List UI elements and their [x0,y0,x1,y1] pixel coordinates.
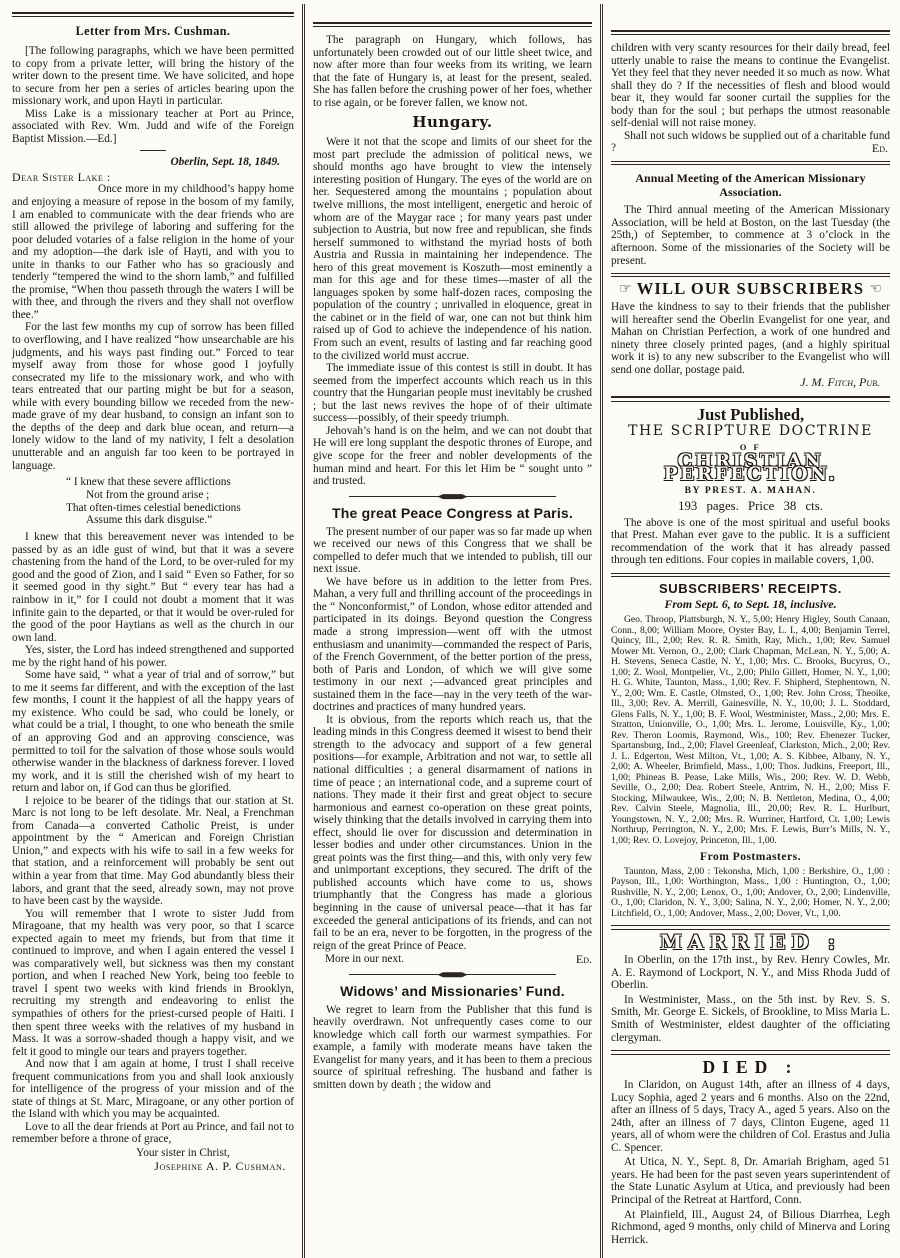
ad-christian-perfection-title: CHRISTIAN PERFECTION. [663,451,838,485]
letter-paragraph: You will remember that I wrote to sister Judd from Miragoane, that my health was very poor, so that I scarce expected again to meet my friends, but from that time it continued to improve, and when I again entered the vessel I was comparatively well, but sickness was then my constant portion, and when I reached New York, being too feeble to travel I spent two weeks with kind friends in Brooklyn, recruiting my strength and endeavoring to enlist the sympathies of others for the priest-cursed people of Haiti. I then spent three weeks with the relatives of my husband in Mass. It was a sorrow-shaded though a happy visit, and we felt it good to mingle our tears and prayers together. [12,907,294,1058]
publisher-signature: J. M. Fitch, Pub. [800,375,880,390]
poem-line: Assume this dark disguise.” [86,514,213,527]
widows-fund-paragraph: We regret to learn from the Publisher that this fund is heavily overdrawn. Not unfrequently cases come to our knowledge which call forth our warmest sympathies. For example, a family with moderate means have taken the Evangelist for many years, and it has been to them a precious source of spiritual refreshing. The husband and father is smitten down by death ; the widow and [313,1003,592,1092]
diamond-ornament-icon [438,494,468,500]
poem-line: Not from the ground arise ; [86,488,210,501]
letter-paragraph: Some have said, “ what a year of trial and of sorrow,” but to me it seems far different, and with the exception of the last few months, I count it the happiest of all the happy years of my existence. Who could be sad, who could be lonely, or what could be a trial, I thought, to one who beneath the smile of an approving God and an approving conscience, was permitted to toil for the salvation of those whose souls would otherwise wander in the blackness of darkness forever. I loved my work, and it is still the cherished wish of my heart to return and labor on, if God can thus be glorified. [12,669,294,795]
ad-scripture-doctrine-line: THE SCRIPTURE DOCTRINE [628,423,873,440]
ornament-divider [349,494,556,500]
column-2 [302,4,600,1258]
column-top-rule [12,12,294,17]
column-top-rule [611,30,890,35]
ad-pages-price-line: 193 pages. Price 38 cts. [678,499,823,514]
column-1 [4,4,302,1258]
editor-intro-paragraph-1: [The following paragraphs, which we have been permitted to copy from a private letter, will bring the history of the writer down to the present time. We have solicited, and hope to secure from her pen a series of articles bearing upon the missionary work, and upon Hayti in particular. [12,45,294,108]
advertisement-paragraph: The above is one of the most spiritual and useful books that Prest. Mahan ever gave to the public. It is a sufficient recommendation of the work that it has already passed through ten editions. Four copies in mailable covers, 1,00. [611,516,890,567]
subscribers-notice-title: WILL OUR SUBSCRIBERS [636,279,865,299]
double-rule-divider [611,1050,890,1054]
marriage-notice: In Oberlin, on the 17th inst., by Rev. Henry Cowles, Mr. A. E. Raymond of Lockport, N. Y., and Miss Rhoda Judd of Oberlin. [611,954,890,992]
ornament-divider [349,972,556,978]
double-rule-divider [611,161,890,165]
diamond-ornament-icon [438,972,468,978]
widows-fund-continued-paragraph: children with very scanty resources for their daily bread, feel utterly unable to raise the means to continue the Evangelist. Yet they feel that they never needed it so much as now. What shall they do ? If the necessities of flesh and blood would bear it, they would far sooner curtail the supplies for the body than for the soul ; but perhaps the utmost reasonable self-denial will not raise money. [611,42,890,130]
editor-initials: Ed. [575,952,592,967]
postmasters-receipts-list: Taunton, Mass, 2,00 : Tekonsha, Mich, 1,00 : Berkshire, O., 1,00 : Payson, Ill., 1,00: Worthington, Mass., 1,00 : Huntington, O., 1,00; Rushville, N. Y., 2,00; Lenox, O., 1,00; Andover, O., 2,00; Lindenville, O., 1,00; Claridon, N. Y., 3,00; Salina, N. Y., 2,00; Homer, N. Y., 2,00; Litchfield, O., 1,00; Andover, Mass., 2,00; Dover, Vt., 1,00. [611,865,890,919]
poem-stanza [66,476,294,527]
column-top-rule [313,22,592,27]
hungary-paragraph: Were it not that the scope and limits of our sheet for the most part preclude the admission of political news, we should months ago have brought to view the intensely interesting position of Hungary. The eyes of the world are on her. Sequestered among the mountains ; population about twelve millions, the most intelligent, energetic and heroic of whom are of the Maygar race ; for many years past under subjection to Austria, but now free and republican, she finds herself summoned to withstand the myriad hosts of both Austria and Russia in maintaining her independence. The hero of this great movement is Koszuth—most eminently a man for this age and for these times—master of all the languages spoken by some half-dozen races, composing the population of the country ; unrivalled in eloquence, great in the cabinet or in the field of war, one can not but think him raised up of God to achieve the independence of his nation. From such an event, results of lasting and far reaching good to the civilized world must accrue. [313,136,592,362]
ad-of-line: O F [739,441,762,452]
thick-double-rule-divider [611,396,890,402]
hungary-preamble-paragraph: The paragraph on Hungary, which follows, has unfortunately been crowded out of our little sheet twice, and now after more than four weeks from its writing, we learn that the fate of Hungary is, at least for the present, sealed. She has fallen before the crushing power of her foes, whether to rise again, or be forever fallen, we know not. [313,34,592,109]
married-section-heading: MARRIED : [659,929,842,954]
death-notice: In Claridon, on August 14th, after an illness of 4 days, Lucy Sophia, aged 2 years and 6 months. Also on the 22nd, after an illness of 5 days, Tracy A., aged 5 years. Also on the 24th, after an illness of 7 days, Clinton Eugene, aged 11 years, all of whom were the children of Col. Erastus and Julia C. Spencer. [611,1079,890,1154]
letter-paragraph: And now that I am again at home, I trust I shall receive frequent communications from you and shall look anxiously for intelligence of the progress of your mission and of the state of things at St. Marc, Miragoane, or any other portion of the Island with which you may be acquainted. [12,1058,294,1121]
letter-paragraph: I knew that this bereavement never was intended to be passed by as an idle gust of wind, but that it was a severe chastening from the hand of the Lord, to be over-ruled for my good and the good of Zion, and I said “ Even so Father, for so it seemed good in thy sight.” But “ every tear has had a rainbow in it,” for I could not doubt a moment that it was infinite gain to the departed, or that it would be over-ruled for the good of the poor Haytians as well as the church in our own land. [12,531,294,644]
poem-line: “ I knew that these severe afflictions [66,476,231,489]
letter-closing: Your sister in Christ, [136,1147,230,1160]
subscribers-receipts-date-range: From Sept. 6, to Sept. 18, inclusive. [664,596,837,611]
pointing-hand-right-icon: ☞ [619,281,632,298]
subscribers-notice-paragraph: Have the kindness to say to their friends that the publisher will hereafter send the Oberlin Evangelist for one year, and Mahan on Christian Perfection, a work of one hundred and ninety three closely printed pages, (and a highly spiritual work it is) to any new subscriber to the Evangelist who will send one dollar, postage paid. [611,300,890,376]
editor-initials: Ed. [871,141,888,156]
article-title-hungary: Hungary. [412,113,493,132]
double-rule-divider [611,273,890,277]
ad-author-line: BY PREST. A. MAHAN. [684,484,817,496]
poem-line: That often-times celestial benedictions [66,501,241,514]
book-advertisement [611,404,890,514]
column-3 [600,4,898,1258]
letter-paragraph: Love to all the dear friends at Port au Prince, and fail not to remember before a throne of grace, [12,1120,294,1146]
death-notice: At Utica, N. Y., Sept. 8, Dr. Amariah Brigham, aged 51 years. He had been for the past seven years superintendent of the State Lunatic Asylum at Utica, and previously had been Principal of the Retreat at Hartford, Conn. [611,1156,890,1206]
more-in-our-next-text: More in our next. [325,953,405,966]
peace-congress-paragraph: We have before us in addition to the letter from Pres. Mahan, a very full and thrilling account of the proceedings in the “ Nonconformist,” of London, whose editor attended and participated in its doings. Beyond question the Congress made a strong impression—went off with the utmost enthusiasm and unanimity—commanded the respect of Paris, of the French Government, of the better portion of the press, both of Paris and London, of which we will give some testimony in our next ;—advanced great principles and sustained them in the face—nay in the very teeth of the war-doctrines and practices of many hundred years. [313,575,592,714]
pointing-hand-left-icon: ☜ [869,281,882,298]
short-dash-divider [140,150,166,151]
letter-paragraph: I rejoice to be bearer of the tidings that our station at St. Marc is not long to be left desolate. Mr. Neal, a Frenchman from Canada—a converted Catholic Preist, is under appointment by the “ American and Foreign Christian Union,” and expects with his wife to sail in a few weeks for that station, and a reinforcement will probably be sent out within a year from that time. May God abundantly bless their labors, and grant that the seed, already sown, may not prove to have been cast by the wayside. [12,794,294,908]
letter-dateline: Oberlin, Sept. 18, 1849. [170,156,280,169]
article-title-letter-from-mrs-cushman: Letter from Mrs. Cushman. [75,24,231,38]
letter-salutation: Dear Sister Lake : [12,169,111,184]
marriage-notice: In Westminister, Mass., on the 5th inst. by Rev. S. S. Smith, Mr. George E. Sickels, of Brookline, to Miss Maria L. Smith of Westminister, eldest daughter of the officiating clergyman. [611,993,890,1044]
double-rule-divider [611,573,890,577]
more-in-our-next-line [313,953,592,966]
hungary-paragraph: The immediate issue of this contest is still in doubt. It has seemed from the imperfect accounts which reach us in this country that the Hungarian people must inevitably be crushed ; but the last news revives the hope of of their ultimate success—possibly, of their speedy triumph. [313,362,592,425]
letter-paragraph: Once more in my childhood’s happy home and enjoying a measure of repose in the bosom of my family, I am enabled to communicate with the dear friends who are still allowed the privilege of laboring and suffering for the poor deluded votaries of a false religion in the home of your and my adoption—the dark isle of Hayti, and with you to unite in thanks to our Father who has so graciously and tenderly “tempered the wind to the shorn lamb,” and fulfilled the promise, “When thou passeth through the waters I will be with thee, and through the rivers and they shall not overflow thee.” [12,183,294,321]
article-title-annual-meeting: Annual Meeting of the American Missionary Association. [635,171,866,200]
peace-congress-paragraph: The present number of our paper was so far made up when we received our news of this Congress that we shall be compelled to defer much that we intended to publish, till our next issue. [313,525,592,576]
ad-just-published-line: Just Published, [696,404,805,424]
letter-paragraph: For the last few months my cup of sorrow has been filled to overflowing, and I have realized “how unsearchable are his judgments, and his ways past finding out.” Forced to tear myself away from those for whose good I joyfully consecrated my life to the missionary work, and who with tears entreated that our parting might be but for a season, while with every bounding billow we receded from the new-made grave of my dear husband, to consign an infant son to the depths of the deep and dark blue ocean, and return—a lonely widow to the land of my nativity, I felt a desolation unutterable and an anguish far too keen to be portrayed in language. [12,321,294,472]
from-postmasters-heading: From Postmasters. [700,851,801,864]
article-title-widows-fund: Widows’ and Missionaries’ Fund. [340,982,565,999]
letter-signature: Josephine A. P. Cushman. [154,1158,286,1173]
annual-meeting-paragraph: The Third annual meeting of the American Missionary Association, will be held at Boston, on the last Tuesday (the 25th,) of September, to commence at 3 o’clock in the afternoon. Some of the missionaries of the Society will be present. [611,204,890,267]
article-title-peace-congress: The great Peace Congress at Paris. [331,504,573,521]
widows-fund-closing-question: Shall not such widows be supplied out of a charitable fund ? [611,129,890,155]
subscribers-receipts-list: Geo. Throop, Plattsburgh, N. Y., 5,00; Henry Higley, South Canaan, Conn., 8,00; William Moore, Oyster Bay, L. I., 4,00; Benjamin Terrel, Quincy, Ill., 2,00; Rev. R. R. Smith, Ray, Mich., 1,00; Rev. Samuel Mower Mt. Vernon, O., 2,00; Clark Chapman, McLean, N. Y., 5,00; A. H. Stevens, Seneca Castle, N. Y., 1,00; Mrs. C. Brooks, Bucyrus, O., 1,00; Z. Wool, Montpelier, Vt., 2,00; Philo Gillett, Homer, N. Y., 1,00; H. G. White, Taunton, Mass., 1,00; Rev. F. Shipherd, Stephentown, N. Y., 2,00; Wm. E. Castle, Olmsted, O., 1,00; Rev. John Cross, Theoike, Ill., 3,00; Rev. A. Merrill, Gainesville, N. Y., 10,00; J. L. Stoddard, Glens Falls, N. Y., 1,00; B. F. Wool, Westminister, Mass., 2,00; Mrs. E. Stratton, Unionville, O., 1,00; Mrs. L. Jerome, Louisville, Ky., 1,00; Rev. Theron Loomis, Raymond, Wis., 100; Rev. Ebenezer Tucker, Spartansburg, Ind., 2,00; Flavel Greenleaf, Clarkston, Mich., 2,00; Rev. J. L. Edgerton, West Milton, Vt., 1,00; A. S. Kibbee, Albany, N. Y., 2,00; A. Wheeler, Brimfield, Mass., 1,00; Thos. Judkins, Freeport, Ill., 1,00; Phineas B. Pease, Lake Mills, Wis., 200; Rev. W. D. Webb, Seville, O., 2,00; Dea. Robert Steele, Antrim, N. H., 2,00; Miss F. Stocking, Milwaukee, Wis., 2,00; N. B. Nettleton, Medina, O., 4,00; Rev. Calvin Steele, Magnolia, Ill., 20,00; Rev. R. L. Hurlburt, Youngstown, N. Y., 2,00; Mrs. R. Wurriner, Hartford, Ct. 1,00; Lewis Northrup, Perrington, N. Y., 2,00; Mrs. F. Lewis, Burr’s Mills, N. Y., 1,00; Rev. O. Lovejoy, Princeton, Ill., 1,00. [611,614,890,846]
hungary-paragraph: Jehovah’s hand is on the helm, and we can not doubt that He will ere long supplant the despotic thrones of Europe, and give scope for the freer and nobler developments of the human mind and heart. For this let Him be “ sought unto ” and trusted. [313,424,592,488]
subscribers-receipts-title: SUBSCRIBERS’ RECEIPTS. [659,581,842,597]
peace-congress-paragraph: It is obvious, from the reports which reach us, that the leading minds in this Congress deemed it wisest to bend their strength to the advocacy and support of a few general positions—for example, Arbitration and not war, to settle all national difficulties ; a general disarmament of nations in time of peace ; an international code, and a supreme court of nations. They made it their first and great object to secure harmonious and earnest co-operation on these great points, wisely thinking that the details involved in carrying them into effect, should lie over for discussion and determination in lesser bodies and under other circumstances. Union in the great points was the first thing—and this, with only very few and unimportant exceptions, they secured. The drift of the published accounts which have come to us, shows triumphantly that the Congress has made a glorious beginning in the cause of universal peace—that it has far exceeded the general anticipations of its friends, and can not fail to be an era, never to be forgotten, in the progress of the reign of the great Prince of Peace. [313,713,592,952]
subscribers-notice-heading [611,279,890,299]
letter-paragraph: Yes, sister, the Lord has indeed strengthened and supported me by the right hand of his power. [12,644,294,669]
editor-intro-paragraph-2: Miss Lake is a missionary teacher at Port au Prince, associated with Rev. Wm. Judd and wife of the Foreign Baptist Mission.—Ed.] [12,107,294,145]
death-notice: At Plainfield, Ill., August 24, of Bilious Diarrhea, Legh Richmond, aged 9 months, only child of Minerva and Loring Herrick. [611,1208,890,1246]
died-section-heading: DIED : [702,1056,799,1077]
